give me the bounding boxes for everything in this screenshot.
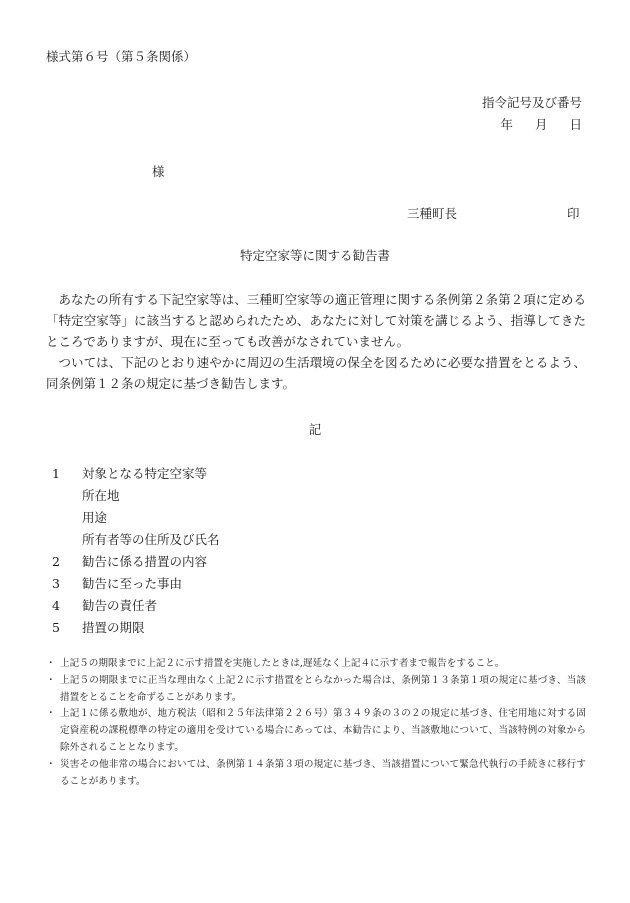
addressee-suffix: 様 bbox=[152, 164, 165, 179]
day-label: 日 bbox=[569, 117, 582, 132]
document-title: 特定空家等に関する勧告書 bbox=[239, 248, 390, 263]
item-label: 措置の期限 bbox=[82, 620, 145, 635]
note bbox=[46, 656, 586, 673]
item-label: 勧告に係る措置の内容 bbox=[82, 554, 208, 569]
note bbox=[46, 757, 586, 791]
bullet-glyph: ・ bbox=[46, 674, 56, 686]
item-number: 4 bbox=[52, 598, 60, 613]
paragraph: ついては、下記のとおり速やかに周辺の生活環境の保全を図るために必要な措置をとるよう、同条例第１２条の規定に基づき勧告します。 bbox=[46, 355, 586, 391]
issuer: 三種町長 bbox=[407, 206, 458, 221]
ki-heading: 記 bbox=[308, 422, 322, 437]
note-text: 上記５の期限までに正当な理由なく上記２に示す措置をとらなかった場合は、条例第１３条第１項の規定に基づき、当該措置をとることを命ずることがあります。 bbox=[60, 674, 586, 703]
item-number: 2 bbox=[52, 554, 60, 569]
reference-number-label: 指令記号及び番号 bbox=[481, 95, 582, 110]
year-label: 年 bbox=[500, 117, 513, 132]
paragraph: あなたの所有する下記空家等は、三種町空家等の適正管理に関する条例第２条第２項に定める「特定空家等」に該当すると認められたため、あなたに対して対策を講じるよう、指導してきたところでありますが、現在に至っても改善がなされていません。 bbox=[46, 292, 586, 349]
bullet-glyph: ・ bbox=[46, 708, 56, 720]
item-label: 用途 bbox=[82, 510, 108, 525]
body-text bbox=[46, 289, 586, 394]
bullet-glyph: ・ bbox=[46, 658, 56, 669]
form-id: 様式第６号（第５条関係） bbox=[46, 49, 197, 64]
notes bbox=[46, 656, 586, 790]
note bbox=[46, 673, 586, 707]
note bbox=[46, 706, 586, 756]
date-line bbox=[500, 116, 582, 133]
bullet-glyph: ・ bbox=[46, 758, 56, 770]
note-text: 上記５の期限までに上記２に示す措置を実施したときは,遅延なく上記４に示す者まで報告をすること。 bbox=[60, 658, 505, 669]
item-label: 勧告に至った事由 bbox=[82, 576, 183, 591]
note-text: 災害その他非常の場合においては、条例第１４条第３項の規定に基づき、当該措置について緊急代執行の手続きに移行することがあります。 bbox=[60, 758, 586, 787]
item-label: 所在地 bbox=[82, 488, 120, 503]
month-label: 月 bbox=[534, 117, 548, 132]
note-text: 上記１に係る敷地が、地方税法（昭和２５年法律第２２６号）第３４９条の３の２の規定に基づき、住宅用地に対する固定資産税の課税標準の特定の適用を受けている場合にあっては、本勧告により、当該敷地について、当該特例の対象から除外されることとなります。 bbox=[60, 708, 586, 753]
item-label: 所有者等の住所及び氏名 bbox=[82, 532, 220, 547]
item-label: 対象となる特定空家等 bbox=[82, 466, 208, 481]
seal-mark: 印 bbox=[567, 206, 580, 221]
item-number: 3 bbox=[52, 576, 60, 591]
item-number: 5 bbox=[52, 620, 60, 635]
item-number: 1 bbox=[52, 466, 60, 481]
item-label: 勧告の責任者 bbox=[82, 598, 158, 613]
